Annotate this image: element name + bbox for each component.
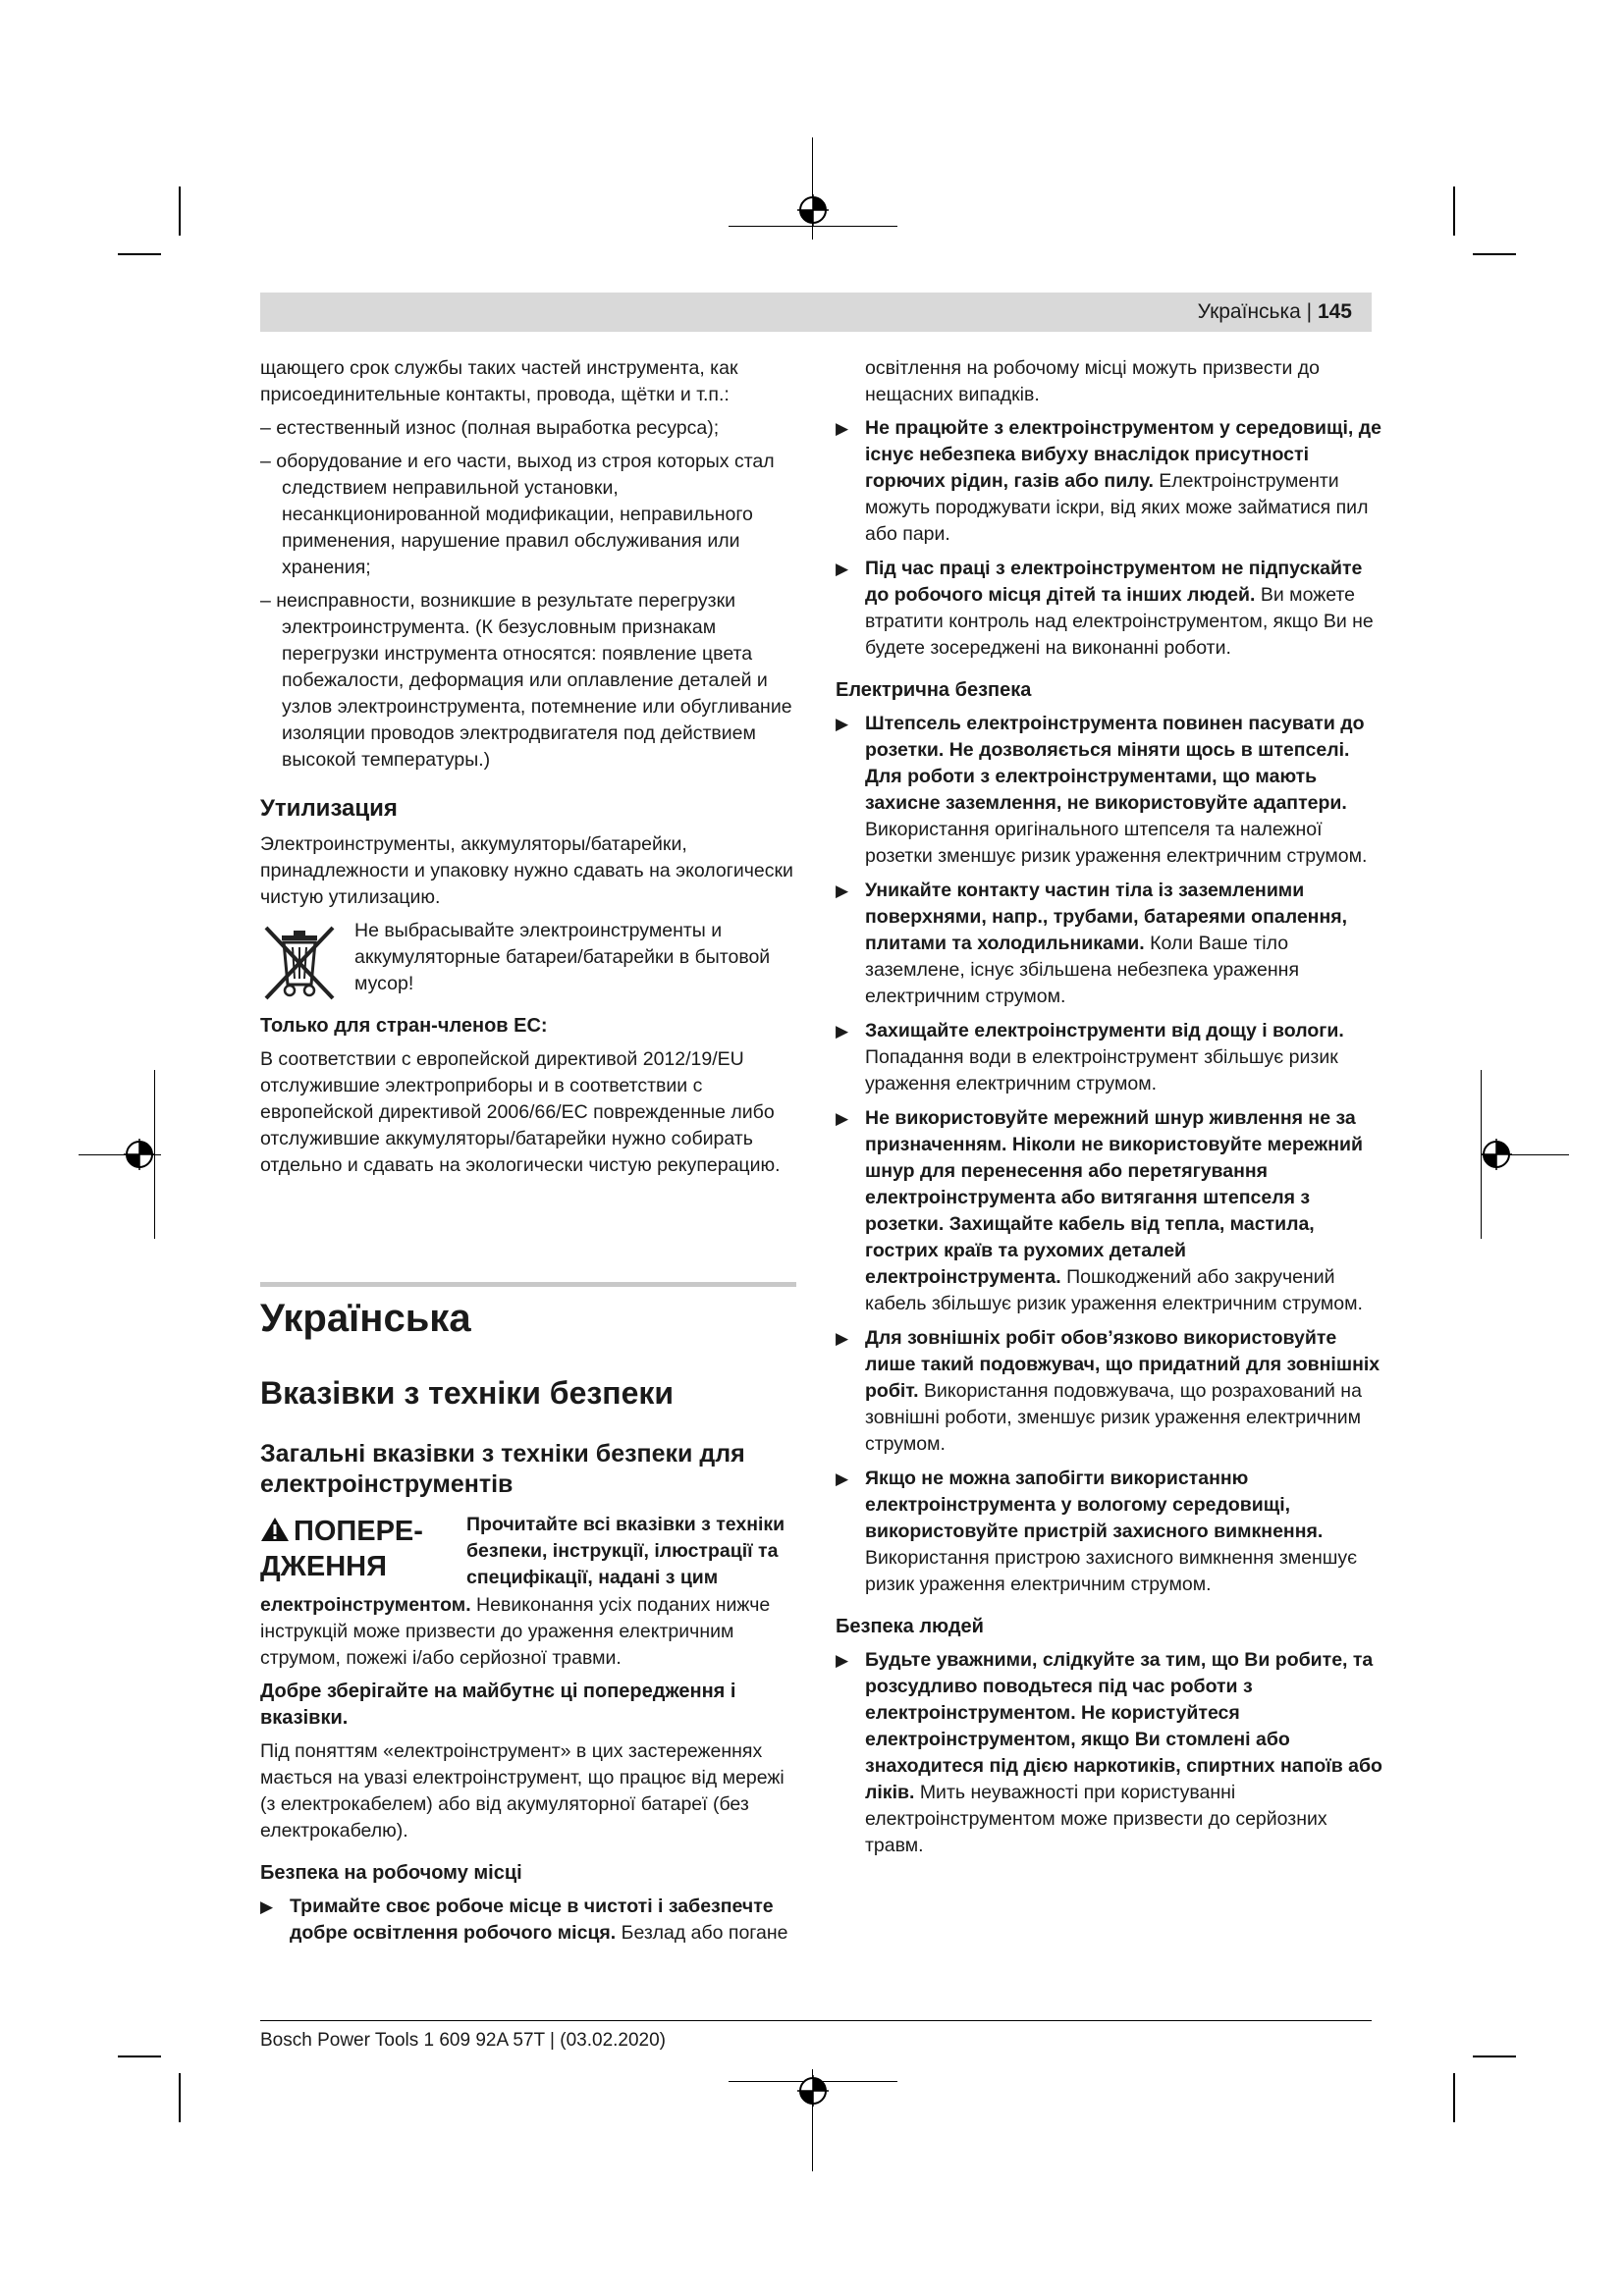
continued-paragraph: освітлення на робочому місці можуть призвести до нещасних випадків. bbox=[865, 357, 1321, 405]
language-title: Українська bbox=[260, 1297, 471, 1340]
disposal-paragraph: Электроинструменты, аккумуляторы/батарейки, принадлежности и упаковку нужно сдавать на экологически чистую утилизацию. bbox=[260, 833, 793, 908]
running-header bbox=[260, 293, 1372, 332]
crosshair-icon bbox=[124, 1139, 155, 1170]
footer-rule bbox=[260, 2020, 1372, 2021]
bullet-arrow-icon: ▶ bbox=[836, 1651, 849, 1670]
eu-paragraph: В соответствии с европейской директивой 2012/19/EU отслужившие электроприборы и в соответствии с европейской директивой 2006/66/EC поврежденные либо отслужившие аккумуляторы/батарейки нужно собирать отдельно и сдавать на экологически чистую рекуперацию. bbox=[260, 1048, 781, 1176]
bullet-item: ▶ Під час праці з електроінструментом не підпускайте до робочого місця дітей та інших людей. Ви можете втратити контроль над електроінструментом, якщо Ви не будете зосереджені на виконанні роботи. bbox=[836, 558, 1374, 659]
dash-item: – оборудование и его части, выход из строя которых стал следствием неправильной установки, несанкционированной модификации, неправильного применения, нарушение правил обслуживания или хранения; bbox=[260, 451, 775, 578]
intro-paragraph: щающего срок службы таких частей инструмента, как присоединительные контакты, провода, щётки и т.п.: bbox=[260, 357, 738, 405]
general-safety-title: Загальні вказівки з техніки безпеки для електроінструментів bbox=[260, 1440, 745, 1498]
left-column-lower bbox=[260, 1294, 796, 1954]
electric-safety-heading: Електрична безпека bbox=[836, 679, 1032, 701]
warning-bold-text: Прочитайте всі вказівки з техніки безпеки, інструкції, ілюстрації та специфікації, надані з цим bbox=[466, 1514, 785, 1588]
warning-block bbox=[260, 1512, 796, 1592]
dash-item: – неисправности, возникшие в результате перегрузки электроинструмента. (К безусловным признакам перегрузки инструмента относятся: появление цвета побежалости, деформация или оплавление деталей и узлов электроинструмента, потемнение или обугливание изоляции проводов электродвигателя под действием высокой температуры.) bbox=[260, 590, 792, 771]
warning-word: ПОПЕРЕ-ДЖЕННЯ bbox=[260, 1516, 423, 1582]
bullet-arrow-icon: ▶ bbox=[836, 881, 849, 900]
bullet-arrow-icon: ▶ bbox=[836, 1329, 849, 1348]
bullet-arrow-icon: ▶ bbox=[836, 1469, 849, 1488]
disposal-notice bbox=[260, 918, 796, 997]
bin-warning-text: Не выбрасывайте электроинструменты и аккумуляторные батареи/батарейки в бытовой мусор! bbox=[354, 920, 771, 994]
warning-bold-cont: електроінструментом. bbox=[260, 1594, 471, 1616]
bullet-arrow-icon: ▶ bbox=[836, 419, 849, 438]
right-column bbox=[836, 355, 1385, 1867]
eu-heading: Только для стран-членов ЕС: bbox=[260, 1015, 548, 1037]
crosshair-icon bbox=[797, 2075, 829, 2107]
bullet-item: ▶ Захищайте електроінструменти від дощу і вологи. Попадання води в електроінструмент збільшує ризик ураження електричним струмом. bbox=[836, 1020, 1344, 1095]
keep-heading: Добре зберігайте на майбутнє ці попередження і вказівки. bbox=[260, 1681, 736, 1729]
bullet-item: ▶ Уникайте контакту частин тіла із заземленими поверхнями, напр., трубами, батареями опалення, плитами та холодильниками. Коли Ваше тіло заземлене, існує збільшена небезпека ураження електричним струмом. bbox=[836, 880, 1348, 1007]
personal-safety-heading: Безпека людей bbox=[836, 1616, 984, 1637]
bullet-item: ▶ Якщо не можна запобігти використанню електроінструмента у вологому середовищі, використовуйте пристрій захисного вимкнення. Використання пристрою захисного вимкнення зменшує ризик ураження електричним струмом. bbox=[836, 1468, 1358, 1595]
bullet-item: ▶ Будьте уважними, слідкуйте за тим, що Ви робите, та розсудливо поводьтеся під час роботи з електроінструментом. Не користуйтеся електроінструментом, якщо Ви стомлені або знаходитеся під дією наркотиків, спиртних напоїв або ліків. Мить неуважності при користуванні електроінструментом може призвести до серйозних травм. bbox=[836, 1649, 1382, 1856]
header-text: Українська | 145 bbox=[1197, 300, 1352, 323]
bullet-bold: Тримайте своє робоче місце в чистоті і забезпечте добре освітлення робочого місця. bbox=[290, 1896, 774, 1944]
dash-item: – естественный износ (полная выработка ресурса); bbox=[260, 417, 720, 439]
safety-title: Вказівки з техніки безпеки bbox=[260, 1375, 675, 1411]
page-number: 145 bbox=[1317, 300, 1352, 323]
bullet-text: Безлад або погане bbox=[621, 1922, 788, 1944]
bullet-arrow-icon: ▶ bbox=[836, 1109, 849, 1128]
bullet-item: ▶ Штепсель електроінструмента повинен пасувати до розетки. Не дозволяється міняти щось в штепселі. Для роботи з електроінструментами, що мають захисне заземлення, не використовуйте адаптери. Використання оригінального штепселя та належної розетки зменшує ризик ураження електричним струмом. bbox=[836, 713, 1368, 867]
crossed-bin-icon bbox=[260, 922, 339, 1002]
bullet-item: ▶ Не працюйте з електроінструментом у середовищі, де існує небезпека вибуху внаслідок присутності горючих рідин, газів або пилу. Електроінструменти можуть породжувати іскри, від яких може займатися пил або пари. bbox=[836, 417, 1381, 545]
term-paragraph: Під поняттям «електроінструмент» в цих застереженнях мається на увазі електроінструмент, що працює від мережі (з електрокабелем) або від акумуляторної батареї (без електрокабелю). bbox=[260, 1740, 785, 1842]
workplace-heading: Безпека на робочому місці bbox=[260, 1862, 522, 1884]
footer-text: Bosch Power Tools 1 609 92A 57T | (03.02.2020) bbox=[260, 2030, 667, 2051]
warning-text: Невиконання усіх поданих нижче інструкцій може призвести до ураження електричним струмом, пожежі і/або серйозної травми. bbox=[260, 1594, 771, 1669]
bullet-arrow-icon: ▶ bbox=[836, 560, 849, 578]
bullet-item: ▶ Не використовуйте мережний шнур живлення не за призначенням. Ніколи не використовуйте мережний шнур для перенесення або перетягування електроінструмента або витягання штепселя з розетки. Захищайте кабель від тепла, мастила, гострих країв та рухомих деталей електроінструмента. Пошкоджений або закручений кабель збільшує ризик ураження електричним струмом. bbox=[836, 1107, 1363, 1314]
bullet-arrow-icon: ▶ bbox=[836, 715, 849, 733]
header-section: Українська bbox=[1197, 300, 1301, 323]
bullet-item bbox=[260, 1894, 796, 1947]
crosshair-icon bbox=[797, 194, 829, 226]
crosshair-icon bbox=[1481, 1139, 1512, 1170]
bullet-item: ▶ Для зовнішніх робіт обов’язково використовуйте лише такий подовжувач, що придатний для зовнішніх робіт. Використання подовжувача, що розрахований на зовнішні роботи, зменшує ризик ураження електричним струмом. bbox=[836, 1327, 1380, 1455]
warning-label bbox=[260, 1514, 457, 1584]
left-column-upper bbox=[260, 355, 796, 1186]
section-separator bbox=[260, 1282, 796, 1287]
warning-triangle-icon bbox=[260, 1517, 290, 1542]
disposal-heading: Утилизация bbox=[260, 795, 398, 822]
bullet-arrow-icon: ▶ bbox=[836, 1022, 849, 1041]
warning-paragraph bbox=[260, 1592, 796, 1672]
bullet-arrow-icon: ▶ bbox=[260, 1897, 274, 1916]
